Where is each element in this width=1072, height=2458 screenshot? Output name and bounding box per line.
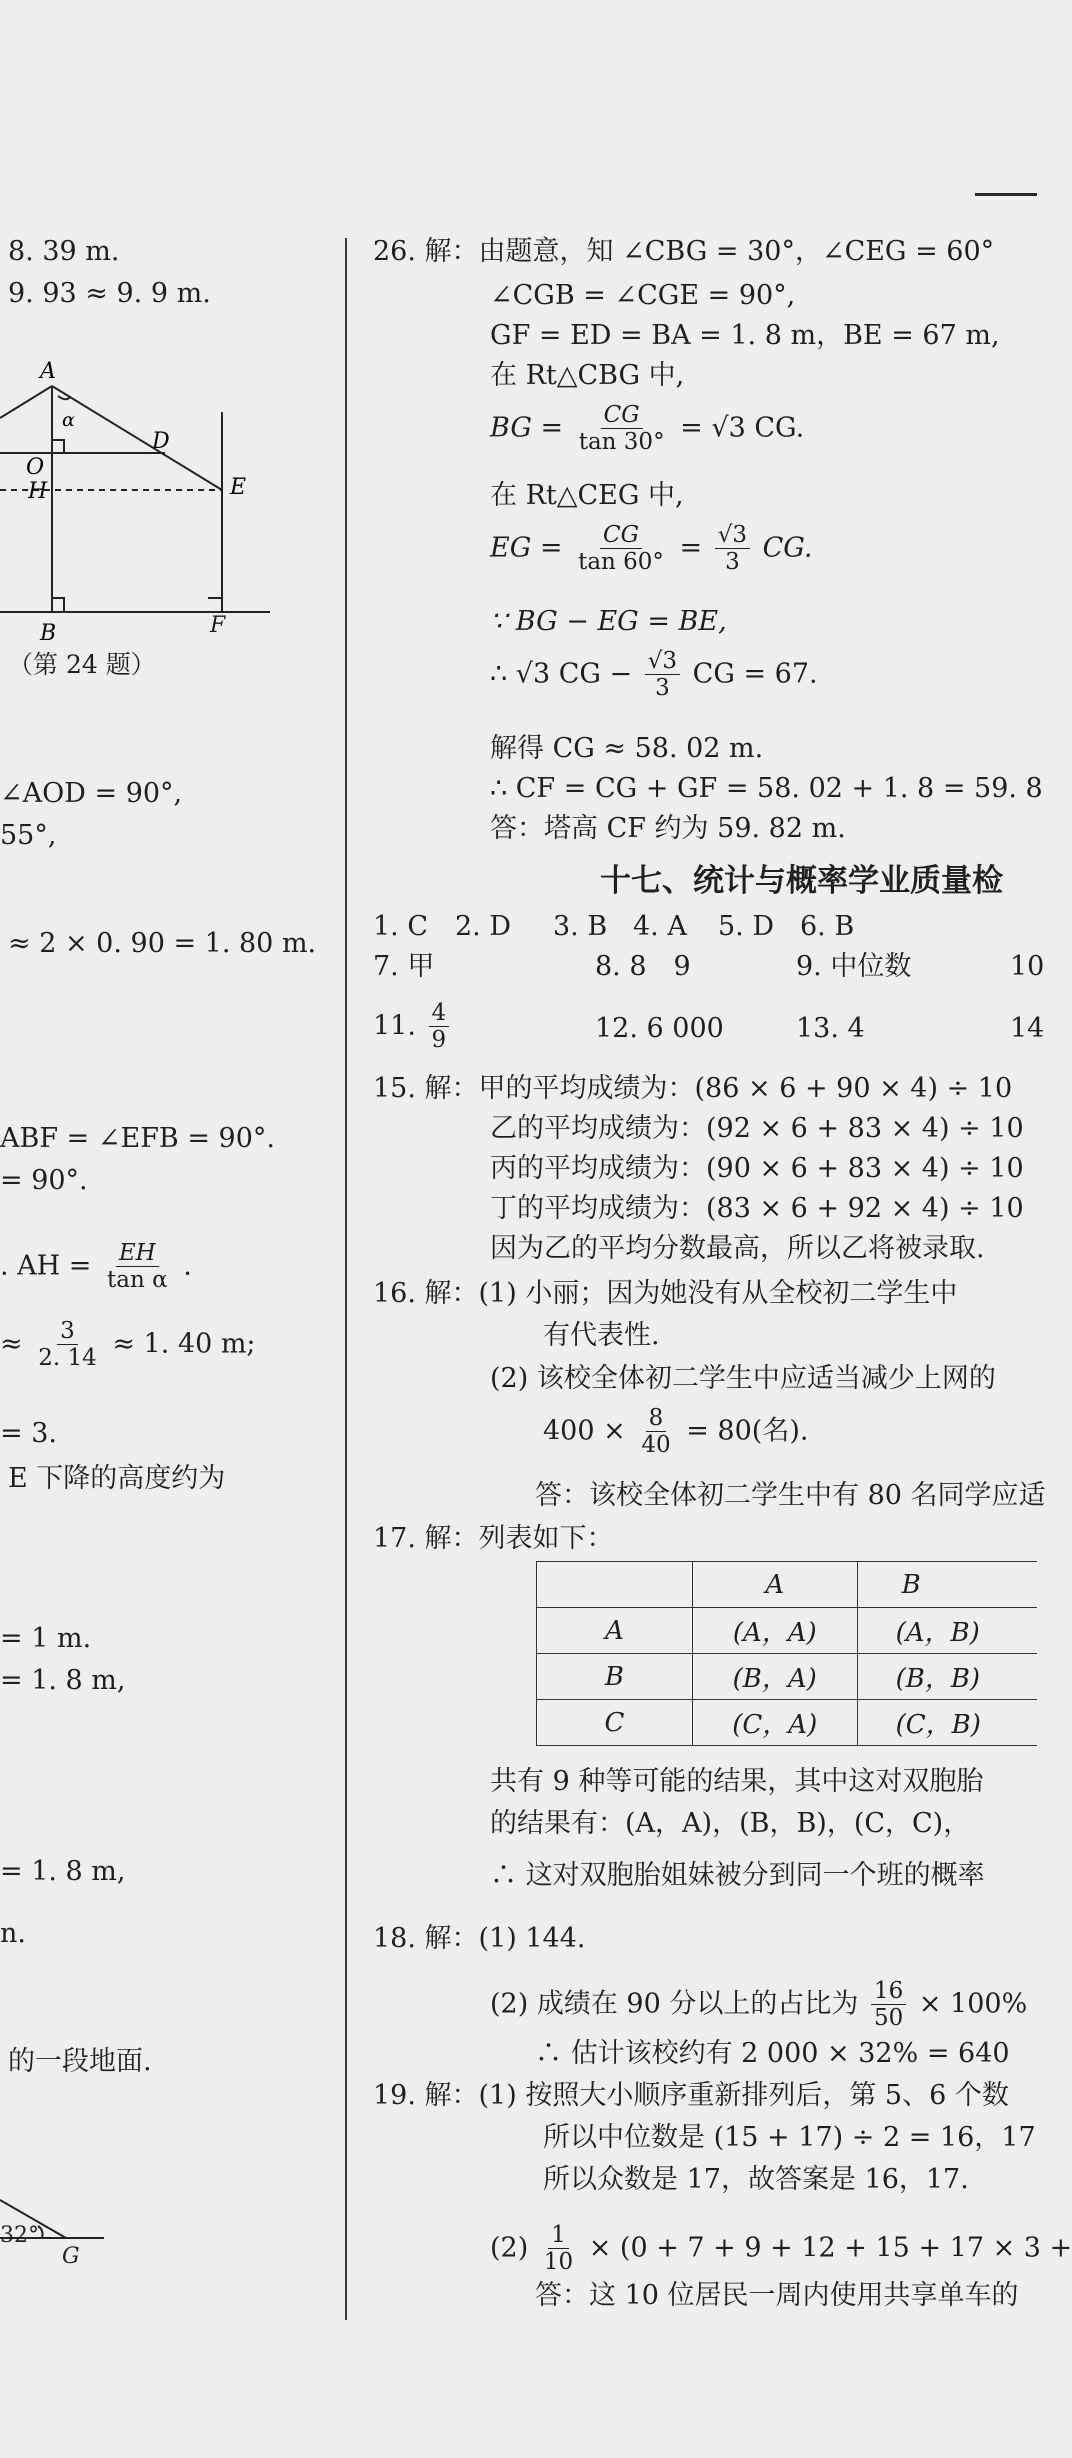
frac-numerator: CG	[601, 402, 643, 429]
fig25-angle-label: 32°	[0, 2223, 39, 2248]
answer-3: 3. B	[553, 911, 608, 942]
header-rule	[975, 193, 1037, 196]
fraction-cg-tan30	[576, 402, 668, 456]
q16-line-5: 答：该校全体初二学生中有 80 名同学应适	[535, 1480, 1046, 1511]
frac-denominator: tan 60°	[578, 549, 664, 576]
answer-12: 12. 6 000	[595, 1013, 724, 1044]
q26-eg-lhs: EG =	[490, 532, 563, 564]
q16-line-2: 有代表性.	[543, 1320, 660, 1351]
fig24-label-h: H	[28, 479, 48, 504]
left-line-3: ∠AOD = 90°,	[0, 778, 183, 809]
frac-numerator: 16	[871, 1978, 906, 2005]
q26-line-11: ∴ CF = CG + GF = 58. 02 + 1. 8 = 59. 8	[490, 773, 1043, 804]
fraction-sqrt3-3-b	[645, 648, 680, 702]
q26-bg-equation	[490, 402, 804, 456]
left-line-11: E 下降的高度约为	[8, 1463, 226, 1494]
answer-7: 7. 甲	[373, 951, 435, 982]
answer-13: 13. 4	[796, 1013, 865, 1044]
frac-denominator: 2. 14	[38, 1345, 97, 1372]
q18-line-3: ∴ 估计该校约有 2 000 × 32% = 640	[535, 2038, 1010, 2069]
q19-line-5: 答：这 10 位居民一周内使用共享单车的	[535, 2280, 1019, 2311]
frac-numerator: EH	[116, 1240, 159, 1267]
left-line-12: = 1 m.	[0, 1623, 92, 1654]
q18-line-1: 18. 解：(1) 144.	[373, 1923, 586, 1954]
table-cell	[537, 1562, 693, 1608]
fraction-1-10	[541, 2222, 576, 2276]
table-cell: (B，A)	[692, 1654, 857, 1700]
left-line-1: 8. 39 m.	[8, 236, 120, 267]
figure-24-diagram	[0, 359, 280, 646]
q15-line-2: 乙的平均成绩为：(92 × 6 + 83 × 4) ÷ 10	[490, 1113, 1024, 1144]
fraction-3-214	[35, 1318, 100, 1372]
fig24-label-a: A	[40, 359, 56, 384]
left-line-5: ≈ 2 × 0. 90 = 1. 80 m.	[8, 928, 317, 959]
answer-2: 2. D	[455, 911, 511, 942]
answer-9: 9. 中位数	[796, 951, 912, 982]
q26-line-4: 在 Rt△CBG 中,	[490, 360, 685, 391]
left-line-7: = 90°.	[0, 1165, 88, 1196]
q26-line-9-lhs: ∴ √3 CG −	[490, 658, 633, 690]
frac-denominator: tan 30°	[578, 429, 665, 456]
fig24-label-d: D	[152, 429, 170, 454]
q26-line-3: GF = ED = BA = 1. 8 m，BE = 67 m,	[490, 320, 1000, 351]
q17-line-1: 17. 解：列表如下：	[373, 1523, 614, 1554]
fig25-label-g: G	[62, 2244, 80, 2269]
q17-result-table	[536, 1561, 1037, 1746]
q19-line-1: 19. 解：(1) 按照大小顺序重新排列后，第 5、6 个数	[373, 2080, 1009, 2111]
left-line-9-lhs: ≈	[0, 1328, 23, 1360]
q16-line-4	[543, 1405, 808, 1459]
q26-line-8: ∵ BG − EG = BE,	[490, 606, 727, 637]
q26-line-10: 解得 CG ≈ 58. 02 m.	[490, 733, 764, 764]
fig24-label-o: O	[26, 455, 45, 480]
table-row	[537, 1562, 1038, 1608]
frac-numerator: 3	[57, 1318, 78, 1345]
q26-line-12: 答：塔高 CF 约为 59. 82 m.	[490, 813, 846, 844]
left-line-8-rhs: .	[183, 1250, 192, 1282]
left-line-6: ABF = ∠EFB = 90°.	[0, 1123, 275, 1154]
table-cell: (C，A)	[692, 1700, 857, 1746]
q17-line-4: ∴ 这对双胞胎姐妹被分到同一个班的概率	[490, 1860, 985, 1891]
q16-line-1: 16. 解：(1) 小丽；因为她没有从全校初二学生中	[373, 1278, 958, 1309]
q26-eg-equals: =	[679, 532, 703, 564]
frac-denominator: tan α	[107, 1267, 168, 1294]
q18-line-2	[490, 1978, 1027, 2032]
frac-denominator: 3	[655, 675, 670, 702]
left-line-14: = 1. 8 m,	[0, 1856, 126, 1887]
left-line-13: = 1. 8 m,	[0, 1665, 126, 1696]
q19-line-4-label: (2)	[490, 2232, 529, 2264]
frac-denominator: 9	[431, 1027, 447, 1054]
answer-4: 4. A	[633, 911, 687, 942]
answer-5: 5. D	[718, 911, 774, 942]
fraction-16-50	[871, 1978, 906, 2032]
frac-numerator: CG	[600, 522, 642, 549]
q17-line-3: 的结果有：(A，A)，(B，B)，(C，C)，	[490, 1808, 971, 1839]
answer-6: 6. B	[800, 911, 855, 942]
left-line-16: 的一段地面.	[8, 2046, 152, 2077]
table-row	[537, 1608, 1038, 1654]
answer-11	[373, 1000, 453, 1054]
q26-bg-rhs: = √3 CG.	[680, 412, 805, 444]
fig24-caption: （第 24 题）	[8, 650, 156, 679]
section-title: 十七、统计与概率学业质量检	[600, 863, 1003, 899]
left-line-9-rhs: ≈ 1. 40 m;	[112, 1328, 256, 1360]
q19-line-4-rhs: × (0 + 7 + 9 + 12 + 15 + 17 × 3 +	[588, 2232, 1072, 2264]
q26-line-2: ∠CGB = ∠CGE = 90°,	[490, 280, 796, 311]
frac-numerator: 1	[548, 2222, 569, 2249]
left-line-10: = 3.	[0, 1418, 57, 1449]
frac-denominator: 10	[543, 2249, 574, 2276]
fraction-4-9	[429, 1000, 450, 1054]
fig24-label-f: F	[210, 613, 226, 638]
frac-denominator: 50	[873, 2005, 904, 2032]
table-cell: (C，B)	[857, 1700, 1037, 1746]
q26-bg-lhs: BG =	[490, 412, 564, 444]
table-row	[537, 1654, 1038, 1700]
fraction-8-40	[638, 1405, 673, 1459]
q26-line-6: 在 Rt△CEG 中,	[490, 480, 684, 511]
answer-10: 10	[1010, 951, 1045, 982]
answer-8: 8. 8 9	[595, 951, 691, 982]
q26-eg-equation	[490, 522, 813, 576]
fraction-sqrt3-3	[715, 522, 750, 576]
table-cell: (A，B)	[857, 1608, 1037, 1654]
q26-eg-rhs: CG.	[762, 532, 813, 564]
q18-line-2-lhs: (2) 成绩在 90 分以上的占比为	[490, 1988, 859, 2020]
q15-line-4: 丁的平均成绩为：(83 × 6 + 92 × 4) ÷ 10	[490, 1193, 1024, 1224]
frac-denominator: 40	[641, 1432, 671, 1459]
left-line-8-lhs: . AH =	[0, 1250, 92, 1282]
fig24-label-b: B	[40, 621, 57, 646]
fraction-eh-tan	[104, 1240, 171, 1294]
left-line-4: 55°,	[0, 820, 57, 851]
table-cell: (B，B)	[857, 1654, 1037, 1700]
frac-numerator: √3	[715, 522, 750, 549]
q16-line-3: (2) 该校全体初二学生中应适当减少上网的	[490, 1363, 996, 1394]
q15-line-3: 丙的平均成绩为：(90 × 6 + 83 × 4) ÷ 10	[490, 1153, 1024, 1184]
q15-line-1: 15. 解：甲的平均成绩为：(86 × 6 + 90 × 4) ÷ 10	[373, 1073, 1013, 1104]
left-line-2: 9. 93 ≈ 9. 9 m.	[8, 278, 211, 309]
left-line-8	[0, 1240, 192, 1294]
q26-line-1: 26. 解：由题意，知 ∠CBG = 30°，∠CEG = 60°	[373, 236, 995, 267]
table-cell: C	[537, 1700, 693, 1746]
frac-numerator: √3	[645, 648, 680, 675]
fig24-label-alpha: α	[62, 409, 75, 431]
q16-line-4-lhs: 400 ×	[543, 1415, 626, 1447]
table-cell: B	[857, 1562, 1037, 1608]
left-line-15: n.	[0, 1918, 26, 1949]
q26-line-9-rhs: CG = 67.	[692, 658, 818, 690]
q26-line-9	[490, 648, 818, 702]
q15-line-5: 因为乙的平均分数最高，所以乙将被录取.	[490, 1233, 985, 1264]
table-cell: A	[537, 1608, 693, 1654]
q19-line-4	[490, 2222, 1072, 2276]
table-cell: A	[692, 1562, 857, 1608]
q19-line-2: 所以中位数是 (15 + 17) ÷ 2 = 16，17	[543, 2122, 1036, 2153]
answer-14: 14	[1010, 1013, 1045, 1044]
q16-line-4-rhs: = 80(名).	[686, 1415, 809, 1447]
answer-11-number: 11.	[373, 1010, 416, 1042]
column-divider	[345, 238, 347, 2320]
frac-numerator: 4	[429, 1000, 450, 1027]
table-cell: (A，A)	[692, 1608, 857, 1654]
left-line-9	[0, 1318, 256, 1372]
q18-line-2-rhs: × 100%	[918, 1988, 1028, 2020]
table-row	[537, 1700, 1038, 1746]
fig24-label-e: E	[230, 475, 247, 500]
frac-denominator: 3	[725, 549, 740, 576]
q17-line-2: 共有 9 种等可能的结果，其中这对双胞胎	[490, 1766, 984, 1797]
frac-numerator: 8	[646, 1405, 667, 1432]
q19-line-3: 所以众数是 17，故答案是 16，17.	[543, 2164, 969, 2195]
answer-1: 1. C	[373, 911, 429, 942]
table-cell: B	[537, 1654, 693, 1700]
fraction-cg-tan60	[575, 522, 667, 576]
